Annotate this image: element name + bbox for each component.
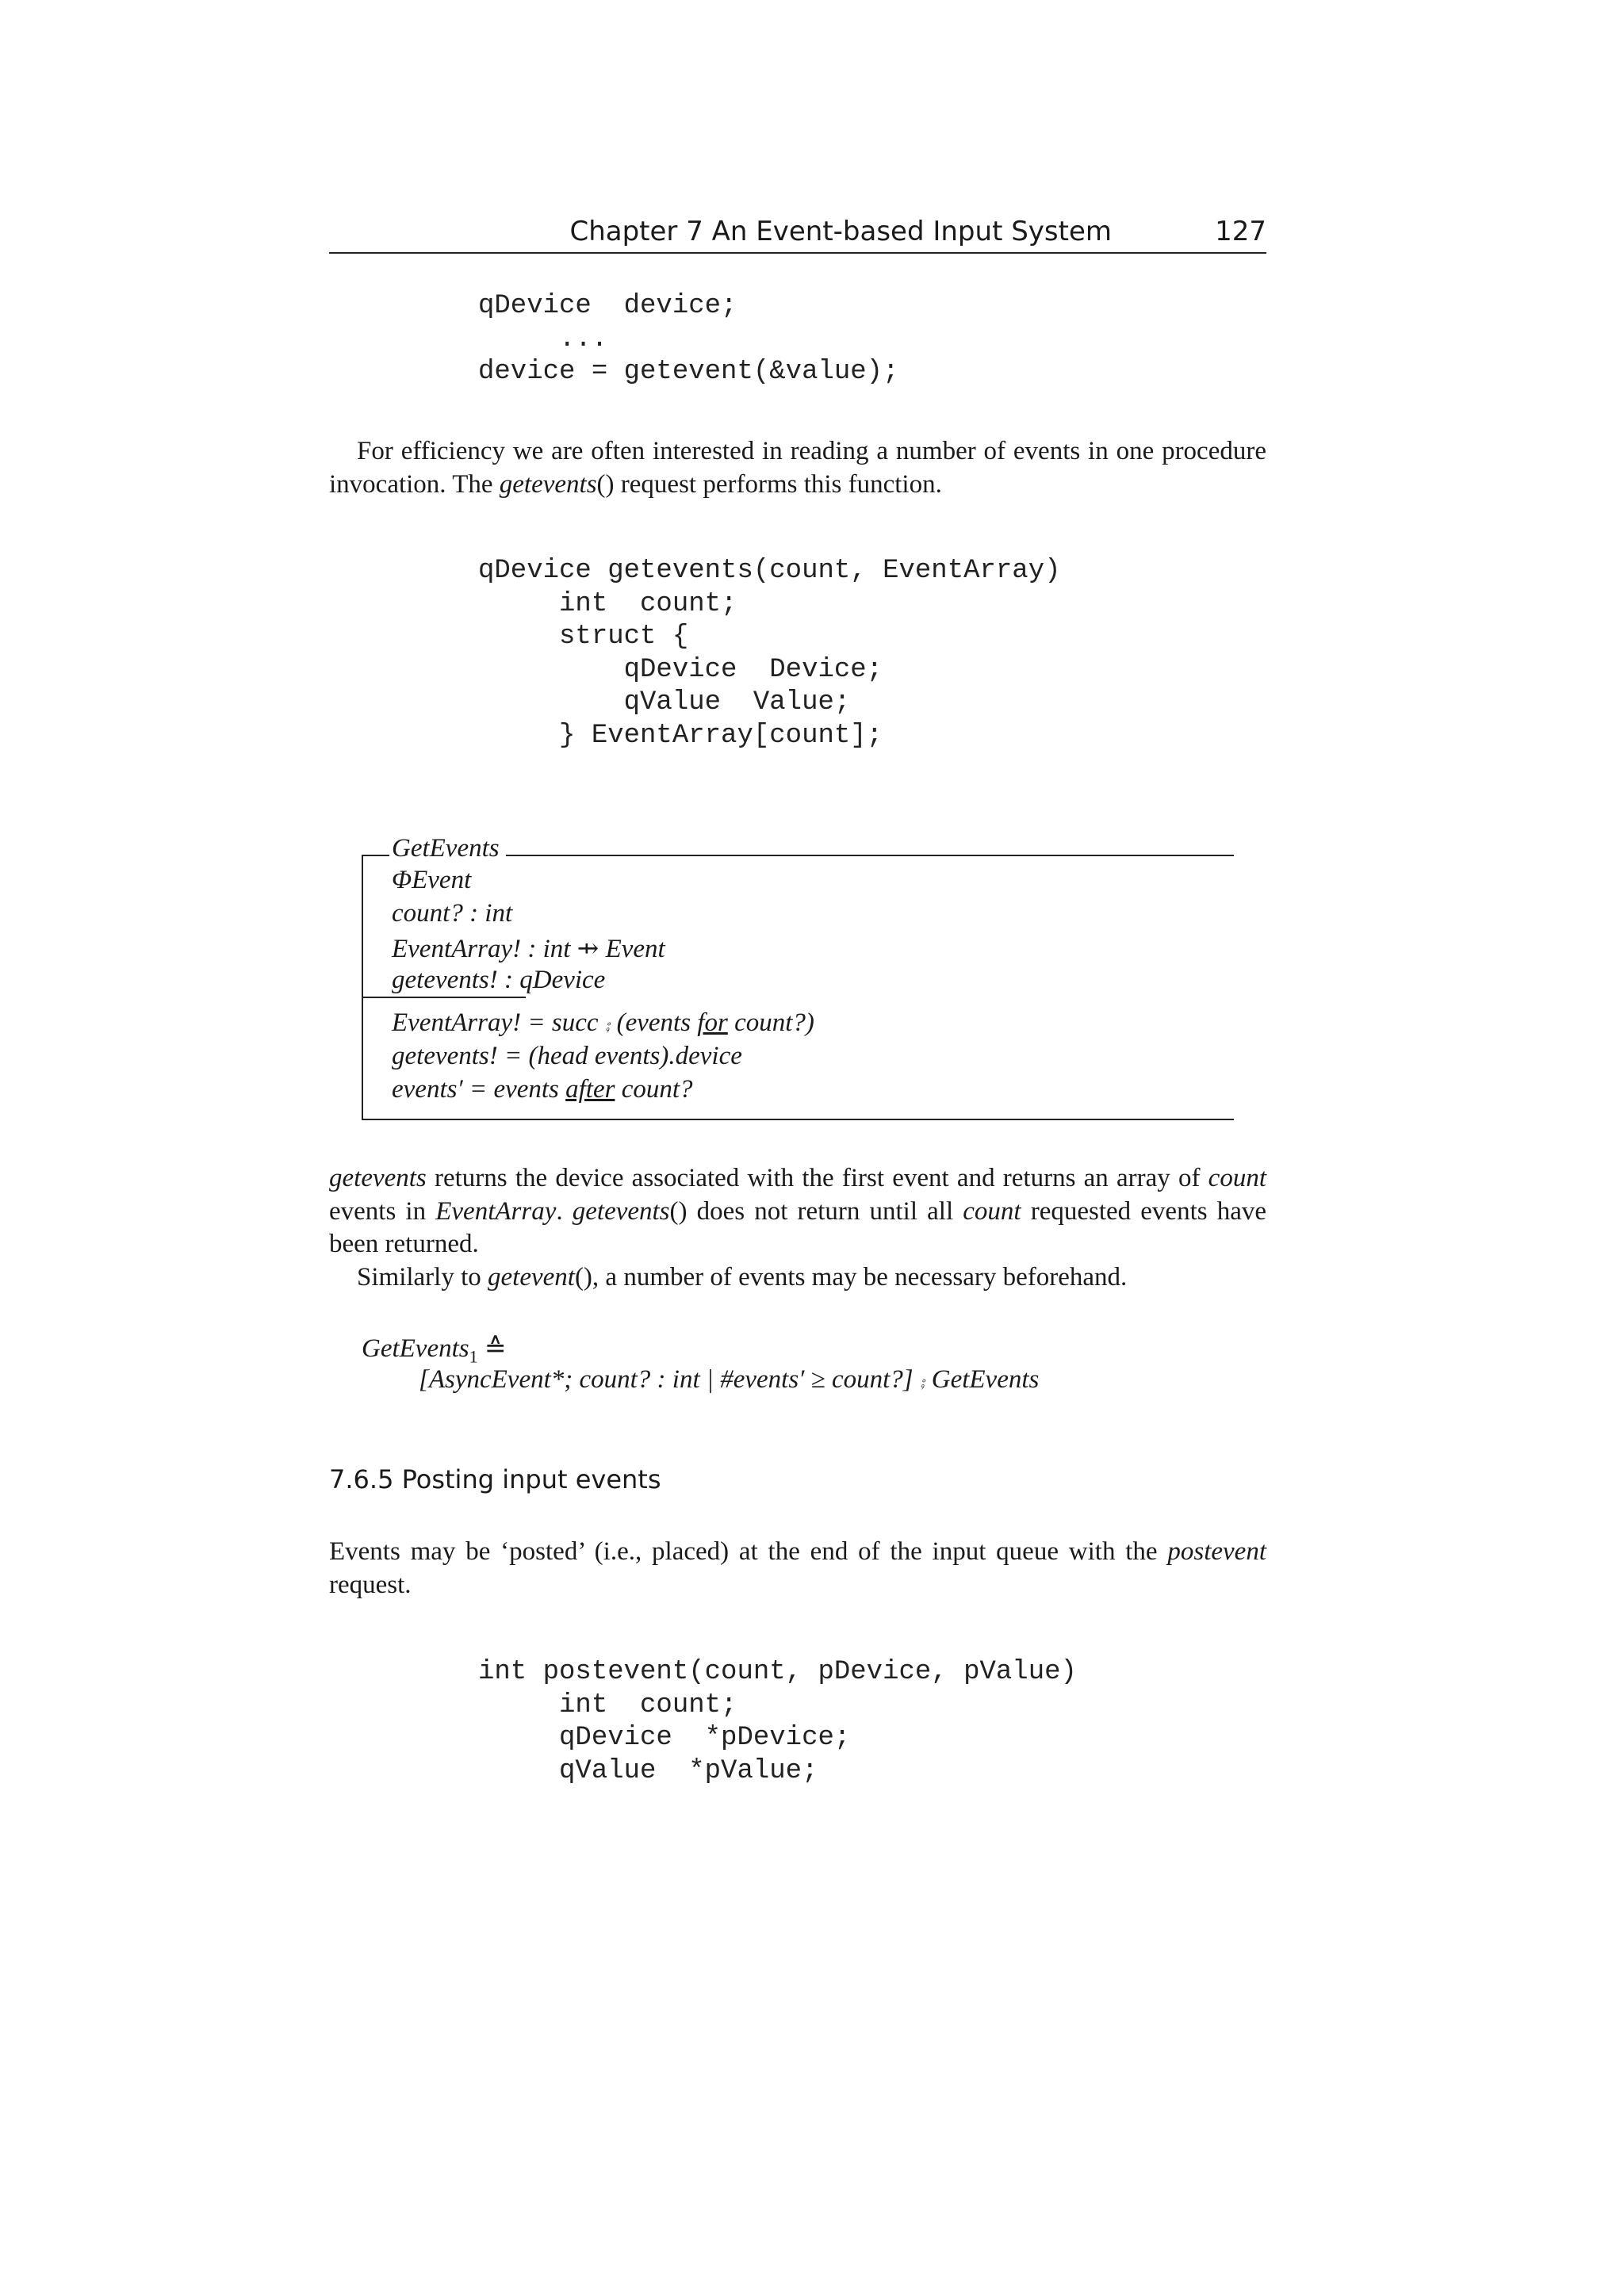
code-line: int count;	[478, 588, 737, 619]
schema-declaration: EventArray! : int ⇸ Event	[392, 935, 665, 963]
code-block-getevents	[478, 555, 1061, 752]
section-heading: 7.6.5 Posting input events	[329, 1464, 661, 1494]
code-line: qDevice device;	[478, 291, 737, 321]
definition-body: [AsyncEvent*; count? : int | #events′ ≥ count?] ⨾ GetEvents	[419, 1365, 1040, 1394]
code-line: qValue *pValue;	[478, 1755, 818, 1786]
code-line: struct {	[478, 622, 689, 652]
code-line: int count;	[478, 1689, 737, 1720]
schema-border	[506, 855, 1234, 856]
schema-divider	[362, 997, 526, 998]
schema-declaration: count? : int	[392, 899, 513, 928]
code-line: qDevice *pDevice;	[478, 1723, 851, 1753]
code-line: int postevent(count, pDevice, pValue)	[478, 1657, 1077, 1687]
code-line: } EventArray[count];	[478, 720, 883, 751]
schema-predicate: EventArray! = succ ⨾ (events for count?)	[392, 1008, 814, 1037]
code-line: qValue Value;	[478, 687, 851, 718]
code-line: qDevice Device;	[478, 654, 883, 685]
schema-border	[362, 855, 389, 856]
schema-declaration: getevents! : qDevice	[392, 966, 606, 994]
schema-name: GetEvents	[392, 834, 503, 863]
page-number: 127	[1215, 216, 1266, 247]
z-schema-getevents	[362, 832, 1234, 1119]
running-header	[329, 212, 1266, 254]
schema-border	[362, 855, 363, 1119]
schema-predicate: events′ = events after count?	[392, 1075, 693, 1104]
code-line: device = getevent(&value);	[478, 357, 899, 387]
code-block-postevent	[478, 1656, 1077, 1788]
paragraph-postevent: Events may be ‘posted’ (i.e., placed) at the end of the input queue with the postevent request.	[329, 1537, 1266, 1599]
paragraph-similarly: Similarly to getevent(), a number of events may be necessary beforehand.	[357, 1263, 1128, 1292]
paragraph-getevents-description: getevents returns the device associated with the first event and returns an array of count events in EventArray. getevents() does not return until all count requested events have been returned.	[329, 1164, 1267, 1258]
chapter-title: Chapter 7 An Event-based Input System	[569, 216, 1112, 247]
definition-name: GetEvents$_1$ ≙	[362, 1334, 507, 1367]
code-block-getevent	[478, 290, 899, 389]
schema-predicate: getevents! = (head events).device	[392, 1042, 742, 1070]
code-line: qDevice getevents(count, EventArray)	[478, 556, 1061, 586]
schema-declaration: ΦEvent	[392, 866, 472, 894]
schema-border	[362, 1119, 1234, 1120]
code-line: ...	[478, 323, 608, 354]
paragraph-getevents-intro: For efficiency we are often interested in reading a number of events in one procedure invocation. The getevents() request performs this function.	[329, 437, 1266, 499]
